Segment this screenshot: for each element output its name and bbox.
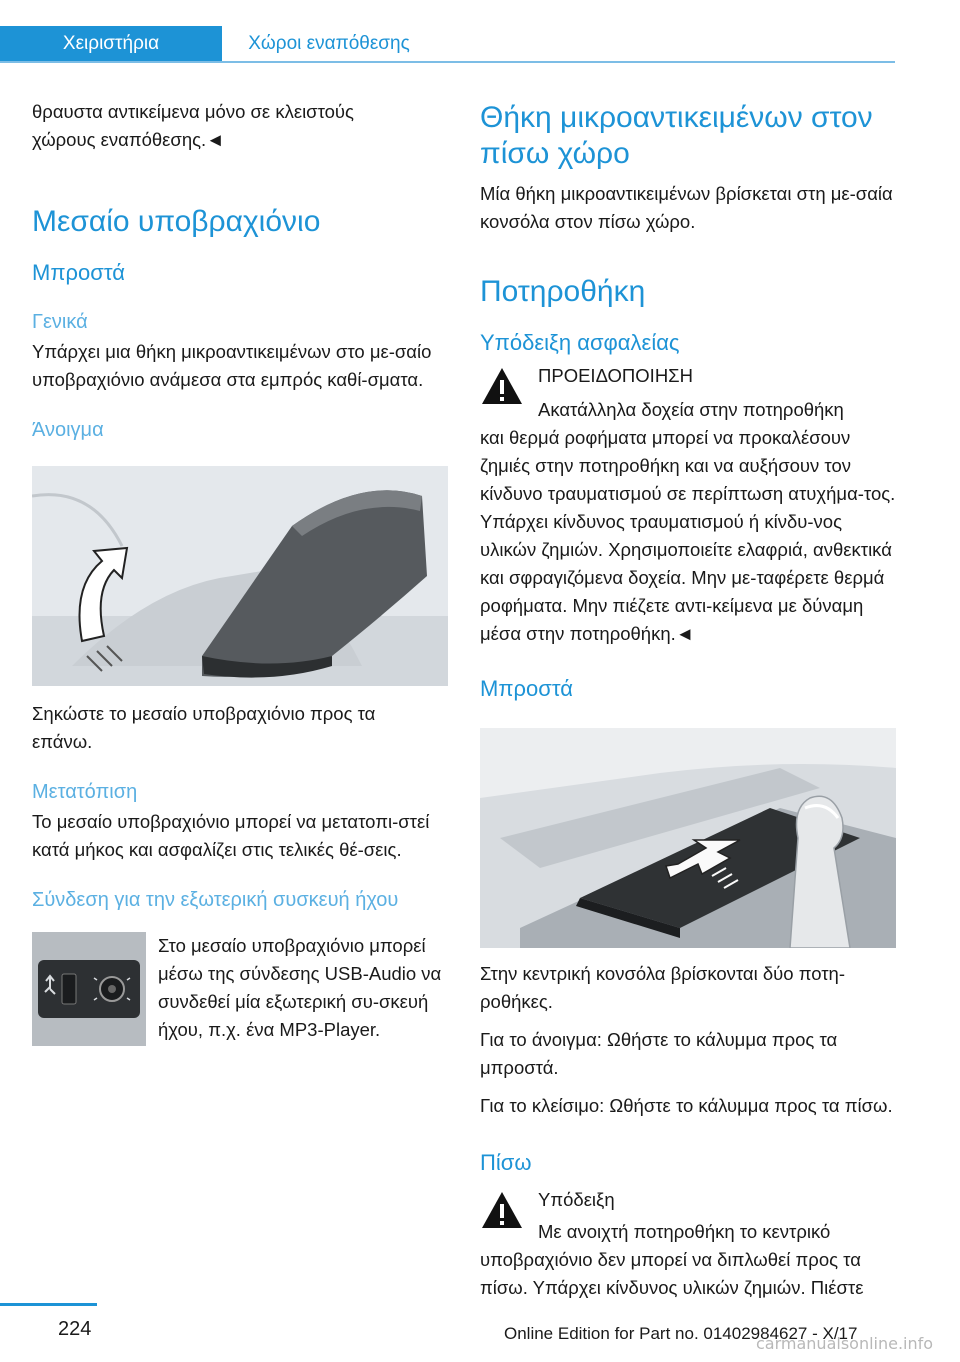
warning-text: και θερμά ροφήματα μπορεί να προκαλέσουν ζημιές στην ποτηροθήκη και να αυξήσουν τον κίνδυνο τραυματισμού σε περίπτωση ατυχήμα-τος. Υπάρχει κίνδυνος τραυματισμού ή κίνδυ-νος υλικών ζημιών. Χρησιμοποιείτε ελαφριά, ανθεκτικά και σφραγιζόμενα δοχεία. Μην με-ταφέρετε θερμά ροφήματα. Μην πιέζετε αντι-κείμενα με δύναμη μέσα στην ποτηροθήκη.◄ — [480, 427, 896, 644]
armrest-illustration — [32, 466, 448, 686]
warning-first-line: Ακατάλληλα δοχεία στην ποτηροθήκη — [538, 399, 844, 420]
header-tab-controls: Χειριστήρια — [0, 26, 222, 62]
page-header — [0, 0, 960, 64]
cupholder-photo — [480, 728, 896, 948]
cup-text-1: Στην κεντρική κονσόλα βρίσκονται δύο ποτη-ροθήκες. — [480, 963, 846, 1012]
right-column — [480, 98, 896, 1302]
warning-title: ΠΡΟΕΙΔΟΠΟΙΗΣΗ — [538, 365, 693, 386]
intro-text: θραυστα αντικείμενα μόνο σε κλειστούς χώρους εναπόθεσης.◄ — [32, 101, 354, 150]
page-number: 224 — [58, 1318, 92, 1340]
audio-text: Στο μεσαίο υποβραχιόνιο μπορεί μέσω της σύνδεσης USB-Audio να συνδεθεί μία εξωτερική συ-σκευή ήχου, π.χ. ένα MP3-Player. — [158, 935, 442, 1040]
footer-rule — [0, 1303, 97, 1306]
warning-triangle-icon — [480, 366, 524, 406]
general-text: Υπάρχει μια θήκη μικροαντικειμένων στο με-σαίο υποβραχιόνιο ανάμεσα στα εμπρός καθί-σματα. — [32, 341, 432, 390]
heading-rear: Πίσω — [480, 1150, 532, 1175]
heading-safety: Υπόδειξη ασφαλείας — [480, 330, 680, 355]
cup-text-3: Για το κλείσιμο: Ωθήστε το κάλυμμα προς τα πίσω. — [480, 1095, 893, 1116]
heading-general: Γενικά — [32, 311, 88, 333]
heading-shift: Μετατόπιση — [32, 781, 138, 803]
heading-audio: Σύνδεση για την εξωτερική συσκευή ήχου — [32, 889, 399, 911]
opening-text: Σηκώστε το μεσαίο υποβραχιόνιο προς τα επάνω. — [32, 703, 376, 752]
header-rule — [0, 61, 895, 63]
audio-section — [32, 932, 448, 1046]
heading-front: Μπροστά — [32, 260, 125, 285]
heading-front-cupholder: Μπροστά — [480, 676, 573, 701]
note-text: υποβραχιόνιο δεν μπορεί να διπλωθεί προς τα πίσω. Υπάρχει κίνδυνος υλικών ζημιών. Πιέστε — [480, 1249, 864, 1298]
left-column — [32, 98, 448, 1046]
watermark: carmanualsonline.info — [756, 1334, 934, 1353]
shift-text: Το μεσαίο υποβραχιόνιο μπορεί να μετατοπι-στεί κατά μήκος και ασφαλίζει στις τελικές θέ-σεις. — [32, 811, 430, 860]
safety-warning — [480, 362, 896, 424]
rear-note — [480, 1186, 896, 1246]
note-title: Υπόδειξη — [538, 1189, 615, 1210]
heading-opening: Άνοιγμα — [32, 419, 104, 441]
storage-text: Μία θήκη μικροαντικειμένων βρίσκεται στη με-σαία κονσόλα στον πίσω χώρο. — [480, 183, 893, 232]
heading-armrest: Μεσαίο υποβραχιόνιο — [32, 205, 321, 238]
cup-text-2: Για το άνοιγμα: Ωθήστε το κάλυμμα προς τα μπροστά. — [480, 1029, 838, 1078]
audio-port-photo — [32, 932, 146, 1046]
warning-triangle-icon — [480, 1190, 524, 1230]
armrest-photo — [32, 466, 448, 686]
note-first-line: Με ανοιχτή ποτηροθήκη το κεντρικό — [538, 1221, 831, 1242]
edition-note: Online Edition for Part no. 01402984627 - X/17 — [504, 1324, 858, 1343]
heading-cupholder: Ποτηροθήκη — [480, 275, 646, 308]
heading-rear-storage: Θήκη μικροαντικειμένων στον πίσω χώρο — [480, 101, 873, 170]
header-tab-storage: Χώροι εναπόθεσης — [248, 33, 410, 54]
